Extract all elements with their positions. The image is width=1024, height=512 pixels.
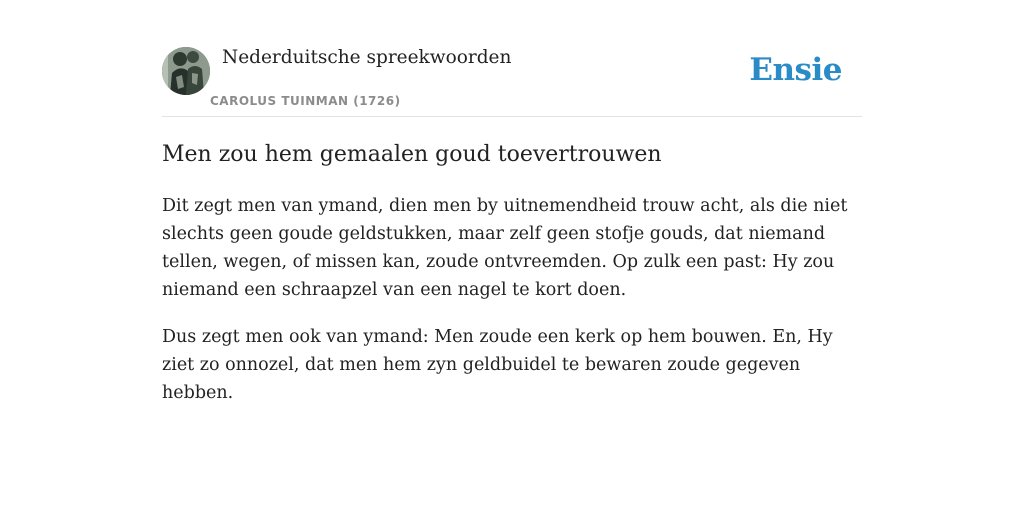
content-container [162, 0, 862, 403]
brand-logo[interactable]: Ensie [749, 52, 842, 88]
author-avatar[interactable] [162, 47, 210, 95]
book-header [162, 0, 862, 117]
entry-paragraph: Dus zegt men ook van ymand: Men zoude een kerk op hem bouwen. En, Hy ziet zo onnozel, dat men hem zyn geldbuidel te bewaren zoude gegeven hebben. [162, 327, 833, 403]
book-title[interactable]: Nederduitsche spreekwoorden [222, 47, 512, 68]
author-name: CAROLUS TUINMAN (1726) [210, 94, 401, 108]
entry-title: Men zou hem gemaalen goud toevertrouwen [162, 142, 662, 167]
entry-paragraph: Dit zegt men van ymand, dien men by uitnemendheid trouw acht, als die niet slechts geen goude geldstukken, maar zelf geen stofje gouds, dat niemand tellen, wegen, of missen kan, zoude ontvreemden. Op zulk een past: Hy zou niemand een schraapzel van een nagel te kort doen. [162, 196, 848, 300]
author-portrait-icon [162, 47, 210, 95]
